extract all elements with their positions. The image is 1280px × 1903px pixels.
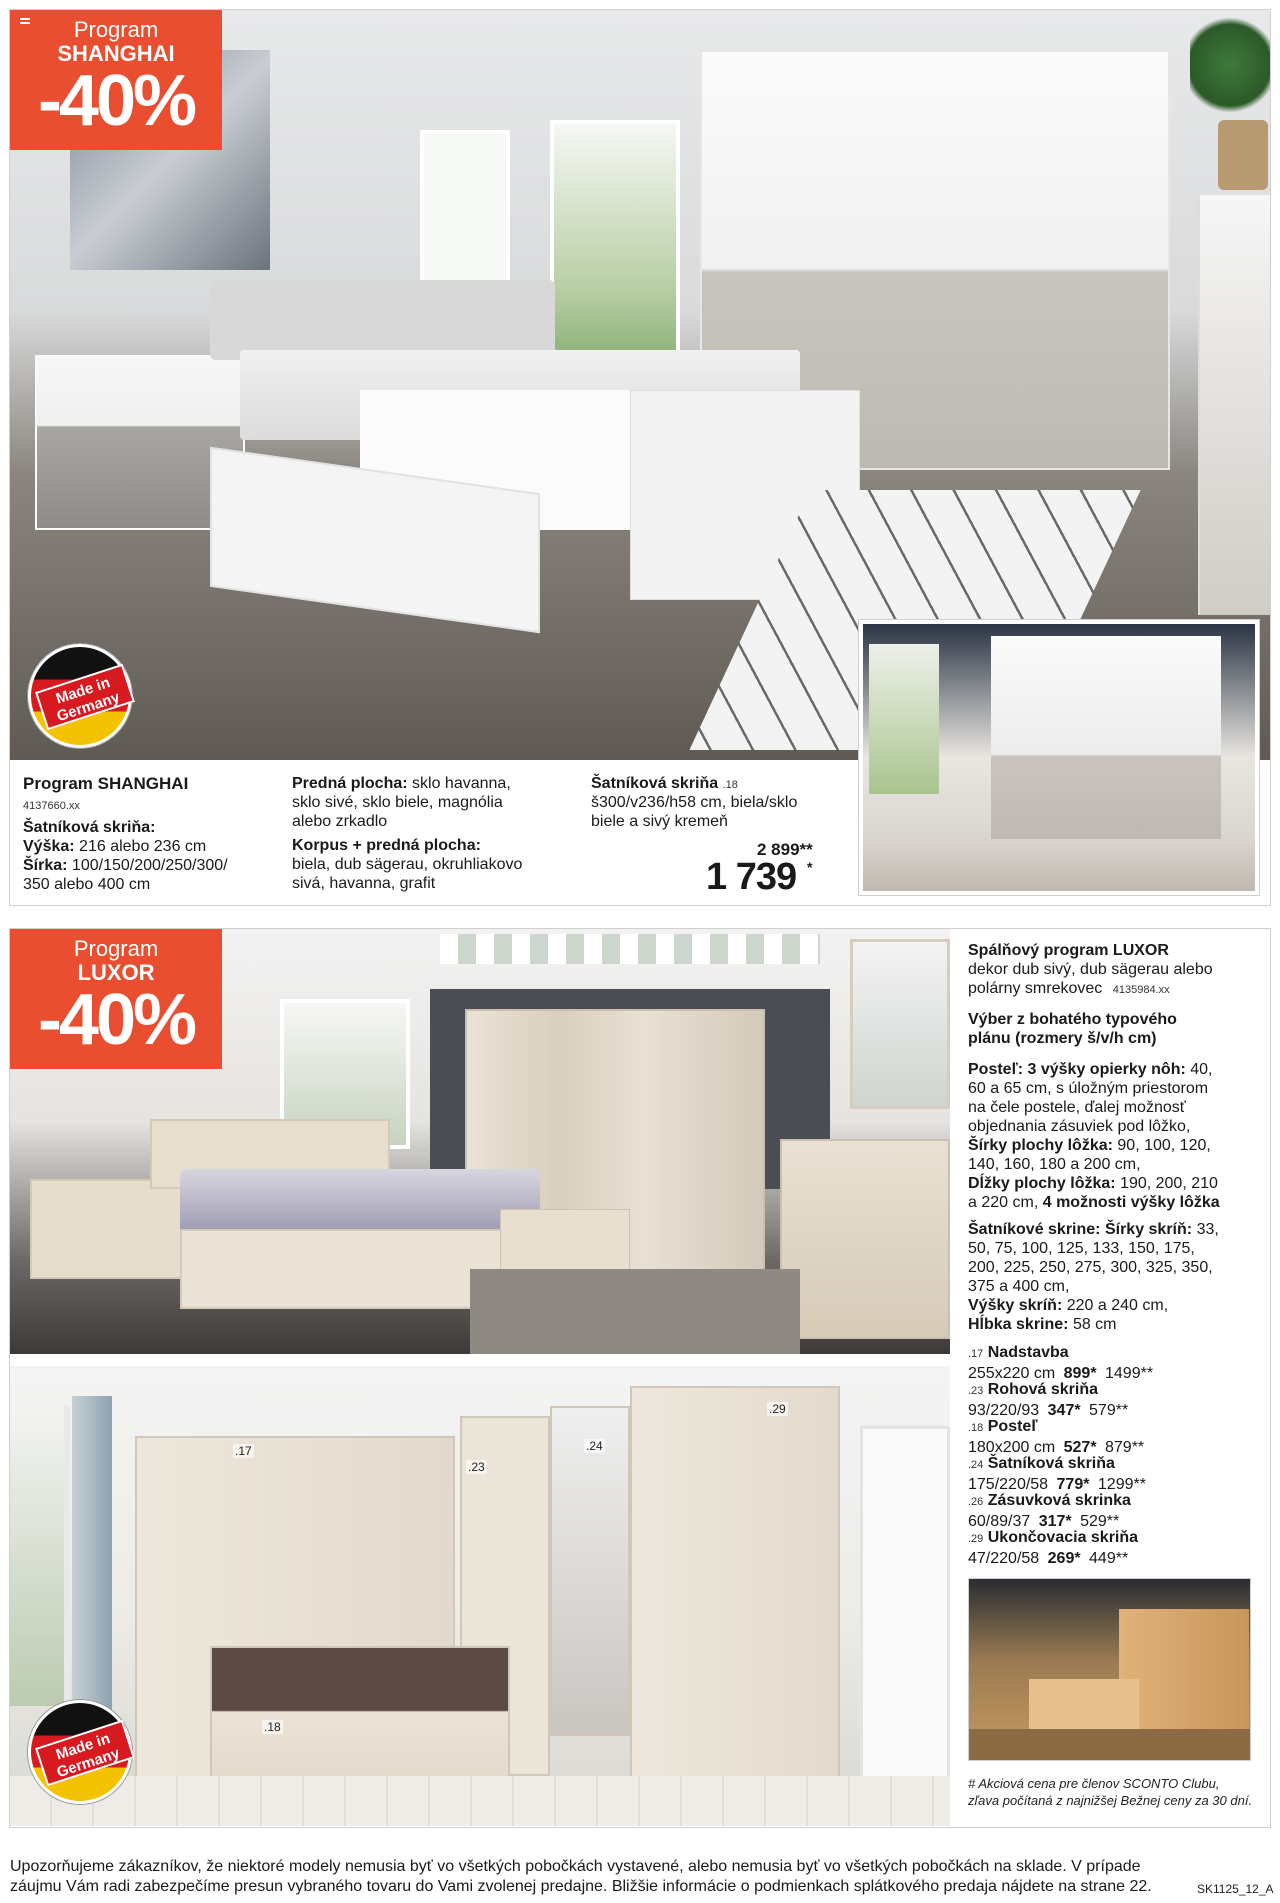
item-price-old: 1499**	[1105, 1365, 1154, 1382]
item-price-new: 269*	[1047, 1550, 1081, 1567]
photo-label-17: .17	[235, 1444, 252, 1458]
front-value: sklo havanna,	[412, 775, 511, 792]
list-item	[968, 1343, 1268, 1380]
shanghai-price-old: 2 899**	[757, 840, 813, 859]
bed-3: na čele postele, ďalej možnosť	[968, 1099, 1186, 1116]
window	[550, 120, 680, 360]
wardrobe-heights-label: Výšky skríň:	[968, 1297, 1063, 1314]
photo-label-18: .18	[264, 1720, 281, 1734]
floor	[10, 1776, 950, 1826]
wardrobe	[991, 636, 1221, 851]
side-cabinet	[1198, 195, 1270, 615]
luxor-article-no: 4135984.xx	[1112, 984, 1170, 996]
bed	[1029, 1679, 1139, 1729]
nightstand	[30, 1179, 185, 1279]
bed-widths-label: Šírky plochy lôžka:	[968, 1137, 1113, 1154]
shanghai-body-value: biela, dub sägerau, okruhliakovo	[292, 856, 523, 873]
dresser	[780, 1139, 950, 1339]
shanghai-promo-badge	[10, 10, 222, 150]
bed-lengths-2b: 4 možnosti výšky lôžka	[1042, 1194, 1220, 1211]
bed-headboard	[210, 280, 555, 360]
item-dims: 255x220 cm	[968, 1365, 1056, 1382]
wardrobe-widths-2: 50, 75, 100, 125, 133, 150, 175,	[968, 1240, 1195, 1257]
item-dims: 175/220/58	[968, 1476, 1049, 1493]
luxor-small-photo	[968, 1578, 1251, 1761]
note-line-1: # Akciová cena pre členov SCONTO Clubu,	[968, 1776, 1220, 1791]
item-price-new: 347*	[1047, 1402, 1081, 1419]
width-value: 100/150/200/250/300/	[71, 857, 228, 874]
list-item	[968, 1454, 1268, 1491]
luxor-desc-2	[968, 979, 1170, 1000]
made-in-germany-badge	[28, 644, 132, 748]
luxor-choice-2: plánu (rozmery š/v/h cm)	[968, 1030, 1157, 1047]
shanghai-article-no: 4137660.xx	[23, 800, 80, 812]
luxor-wardrobe-spec	[968, 1220, 1268, 1334]
item-name: Šatníková skriňa	[987, 1455, 1115, 1472]
list-item	[968, 1491, 1268, 1528]
shanghai-width-2: 350 alebo 400 cm	[23, 876, 151, 893]
menu-icon	[20, 18, 30, 24]
item-price-old: 1299**	[1097, 1476, 1146, 1493]
bed-1: 40,	[1190, 1061, 1213, 1078]
wardrobe-depth: 58 cm	[1072, 1316, 1117, 1333]
shanghai-body-value-2: sivá, havanna, grafit	[292, 875, 436, 892]
plant-leaves	[1190, 10, 1270, 120]
height-label: Výška:	[23, 838, 75, 855]
promo-program-label: Program	[73, 936, 159, 961]
badge-text: Made in Germany	[35, 1720, 135, 1786]
shanghai-price-new: 1 739	[706, 856, 797, 898]
wardrobe-heights: 220 a 240 cm,	[1066, 1297, 1169, 1314]
item-dims: 93/220/93	[968, 1402, 1040, 1419]
photo-label-24: .24	[586, 1439, 603, 1453]
item-price-new: 899*	[1063, 1365, 1097, 1382]
item-pos: .18	[968, 1422, 984, 1434]
shanghai-front-3: alebo zrkadlo	[292, 813, 388, 830]
made-in-germany-badge	[28, 1700, 132, 1804]
club-price-note	[968, 1775, 1268, 1809]
shanghai-wardrobe-heading: Šatníková skriňa:	[23, 819, 156, 836]
item-pos: .26	[968, 1496, 984, 1508]
wardrobe-depth-label: Hĺbka skrine:	[968, 1316, 1069, 1333]
item-price-old: 879**	[1105, 1439, 1145, 1456]
wardrobe-widths-4: 375 a 400 cm,	[968, 1278, 1070, 1295]
shanghai-height	[23, 837, 206, 856]
luxor-item-list	[968, 1343, 1268, 1565]
item-dims: 47/220/58	[968, 1550, 1040, 1567]
item-price-new: 779*	[1056, 1476, 1090, 1493]
shanghai-front-2: sklo sivé, sklo biele, magnólia	[292, 794, 503, 811]
shanghai-front	[292, 774, 511, 793]
item-name: Ukončovacia skriňa	[987, 1529, 1139, 1546]
note-line-2: zľava počítaná z najnižšej Bežnej ceny za 30 dní.	[968, 1793, 1253, 1808]
wardrobe-widths: 33,	[1196, 1221, 1219, 1238]
height-value: 216 alebo 236 cm	[79, 838, 207, 855]
luxor-choice-1: Výber z bohatého typového	[968, 1011, 1177, 1028]
item-price-old: 529**	[1080, 1513, 1120, 1530]
promo-program-name: SHANGHAI	[57, 41, 175, 66]
shanghai-small-photo	[859, 620, 1259, 895]
shanghai-width	[23, 856, 228, 875]
bed-4: objednania zásuviek pod lôžko,	[968, 1118, 1191, 1135]
disclaimer	[10, 1857, 1190, 1897]
disclaimer-line-1: Upozorňujeme zákazníkov, že niektoré modely nemusia byť vo všetkých pobočkách vystavené, alebo nemusia byť vo všetkých pobočkách na sklade. V prípade	[10, 1858, 1141, 1875]
wardrobe-widths-3: 200, 225, 250, 275, 300, 325, 350,	[968, 1259, 1213, 1276]
plant-pot	[1218, 120, 1268, 190]
shanghai-title: Program SHANGHAI	[23, 774, 189, 793]
shanghai-item-dims: š300/v236/h58 cm, biela/sklo	[591, 794, 798, 811]
luxor-title: Spálňový program LUXOR	[968, 942, 1169, 959]
photo-label-23: .23	[468, 1460, 485, 1474]
bed-lengths: 190, 200, 210	[1120, 1175, 1218, 1192]
item-dims: 180x200 cm	[968, 1439, 1056, 1456]
promo-discount: -40%	[37, 61, 195, 141]
door	[860, 1426, 950, 1826]
luxor-wardrobe-photo	[10, 1366, 950, 1826]
bed-lengths-label: Dĺžky plochy lôžka:	[968, 1175, 1116, 1192]
item-pos: .17	[968, 1348, 984, 1360]
item-pos: .18	[722, 779, 738, 791]
item-price-new: 317*	[1038, 1513, 1072, 1530]
window	[10, 1406, 70, 1706]
item-dims: 60/89/37	[968, 1513, 1031, 1530]
item-price-old: 449**	[1089, 1550, 1129, 1567]
item-name: Zásuvková skrinka	[987, 1492, 1131, 1509]
mirror-wardrobe	[550, 1406, 630, 1736]
bed-widths-2: 140, 160, 180 a 200 cm,	[968, 1156, 1141, 1173]
window-strip	[440, 934, 820, 964]
item-name: Nadstavba	[987, 1344, 1069, 1361]
page-code: SK1125_12_A	[1197, 1882, 1274, 1896]
promo-program-label: Program	[73, 17, 159, 42]
disclaimer-line-2: záujmu Vám radi zabezpečíme presun vybraného tovaru do Vami zvolenej predajne. Bližšie informácie o podmienkach splátkového predaja nájdete na strane 22.	[10, 1878, 1152, 1895]
item-name: Rohová skriňa	[987, 1381, 1099, 1398]
shanghai-item-dims-2: biele a sivý kremeň	[591, 813, 728, 830]
item-name: Posteľ	[987, 1418, 1038, 1435]
bed-lengths-2a: a 220 cm,	[968, 1194, 1039, 1211]
luxor-desc-2-text: polárny smrekovec	[968, 980, 1103, 997]
item-price-new: 527*	[1063, 1439, 1097, 1456]
luxor-bed-spec	[968, 1060, 1268, 1212]
photo-label-29: .29	[769, 1402, 786, 1416]
floor	[969, 1729, 1251, 1761]
window	[869, 644, 939, 794]
floor	[863, 839, 1259, 895]
list-item	[968, 1380, 1268, 1417]
luxor-promo-badge	[10, 929, 222, 1069]
front-label: Predná plocha:	[292, 775, 408, 792]
item-label: Šatníková skriňa	[591, 775, 719, 792]
bed-widths: 90, 100, 120,	[1117, 1137, 1211, 1154]
end-wardrobe	[630, 1386, 840, 1806]
shanghai-price-star: *	[807, 859, 813, 875]
wardrobe-label: Šatníkové skrine: Šírky skríň:	[968, 1221, 1193, 1238]
list-item	[968, 1417, 1268, 1454]
window	[420, 130, 510, 290]
bed-label: Posteľ: 3 výšky opierky nôh:	[968, 1061, 1186, 1078]
shanghai-item	[591, 774, 738, 795]
item-price-old: 579**	[1089, 1402, 1129, 1419]
bed-2: 60 a 65 cm, s úložným priestorom	[968, 1080, 1209, 1097]
promo-discount: -40%	[37, 980, 195, 1060]
item-pos: .24	[968, 1459, 984, 1471]
shanghai-body-label: Korpus + predná plocha:	[292, 837, 481, 854]
mirror	[850, 939, 950, 1109]
rug	[470, 1269, 800, 1354]
item-pos: .29	[968, 1533, 984, 1545]
badge-text: Made in Germany	[35, 664, 135, 730]
luxor-desc-1: dekor dub sivý, dub sägerau alebo	[968, 961, 1213, 978]
list-item	[968, 1528, 1268, 1565]
item-pos: .23	[968, 1385, 984, 1397]
promo-program-name: LUXOR	[77, 960, 155, 985]
width-label: Šírka:	[23, 857, 68, 874]
